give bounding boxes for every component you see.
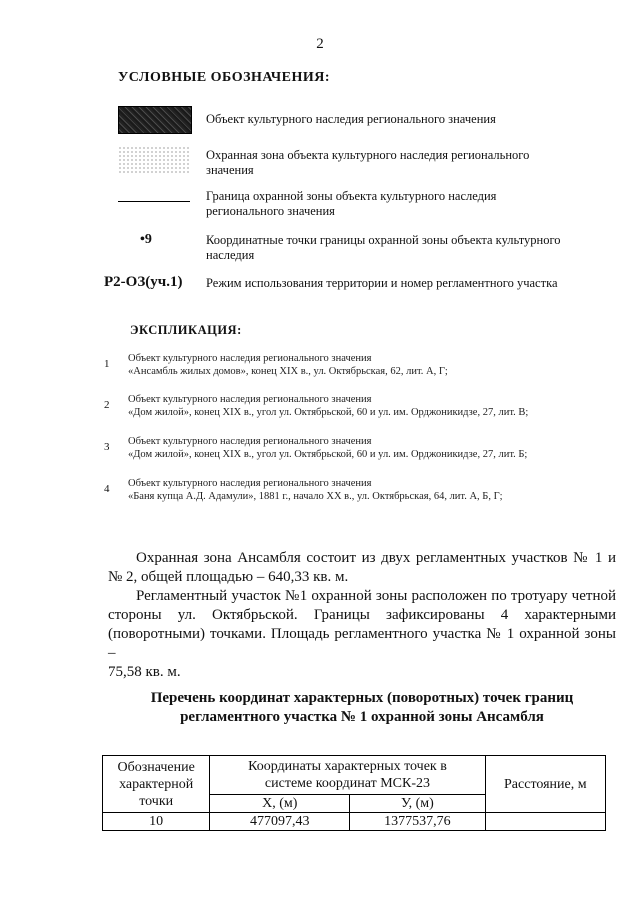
legend-text — [206, 189, 596, 219]
paragraph-line: 75,58 кв. м. — [108, 664, 181, 680]
explication-number: 3 — [104, 441, 110, 453]
header-line: Обозначение — [117, 759, 195, 775]
explication-line: Объект культурного наследия регионального значения — [128, 353, 372, 364]
legend-text — [206, 148, 596, 178]
body-paragraph-2 — [108, 587, 616, 682]
coordinates-header — [210, 756, 485, 795]
distance-cell — [485, 813, 605, 831]
legend-text-line: Координатные точки границы охранной зоны объекта культурного — [206, 233, 561, 247]
y-header: У, (м) — [350, 795, 486, 813]
heritage-object-symbol — [118, 106, 192, 134]
explication-number: 2 — [104, 399, 110, 411]
table-title — [108, 689, 616, 727]
table-header-row — [103, 756, 606, 795]
header-line: точки — [139, 793, 174, 809]
explication-heading: ЭКСПЛИКАЦИЯ: — [130, 323, 242, 337]
distance-header: Расстояние, м — [485, 756, 605, 813]
body-paragraph-1 — [108, 549, 616, 587]
explication-line: «Дом жилой», конец XIX в., угол ул. Октябрьской, 60 и ул. им. Орджоникидзе, 27, лит. Б; — [128, 449, 528, 460]
point-designation-header — [103, 756, 210, 813]
paragraph-line: № 2, общей площадью – 640,33 кв. м. — [108, 569, 349, 585]
paragraph-line: Регламентный участок №1 охранной зоны расположен по тротуару четной — [136, 588, 616, 604]
zone-boundary-line-symbol — [118, 201, 190, 202]
header-line: Координаты характерных точек в — [248, 759, 447, 774]
explication-line: «Дом жилой», конец XIX в., угол ул. Октябрьской, 60 и ул. им. Орджоникидзе, 27, лит. В; — [128, 407, 529, 418]
header-line: характерной — [119, 776, 194, 792]
coordinate-point-symbol: •9 — [140, 232, 152, 247]
explication-text — [128, 393, 528, 419]
legend-text-line: Охранная зона объекта культурного наследия регионального — [206, 148, 530, 162]
legend-text — [206, 276, 596, 291]
legend-text-line: Граница охранной зоны объекта культурного наследия — [206, 189, 497, 203]
protection-zone-symbol — [118, 146, 190, 174]
legend-text — [206, 233, 596, 263]
explication-line: «Баня купца А.Д. Адамули», 1881 г., начало XX в., ул. Октябрьская, 64, лит. А, Б, Г; — [128, 491, 503, 502]
explication-number: 4 — [104, 483, 110, 495]
legend-text-line: Объект культурного наследия регионального значения — [206, 112, 496, 126]
legend-heading: УСЛОВНЫЕ ОБОЗНАЧЕНИЯ: — [118, 70, 331, 85]
explication-line: Объект культурного наследия регионального значения — [128, 436, 372, 447]
legend-text — [206, 112, 596, 127]
x-cell: 477097,43 — [210, 813, 350, 831]
explication-number: 1 — [104, 358, 110, 370]
land-use-code-symbol: Р2-ОЗ(уч.1) — [104, 274, 183, 290]
coordinates-table — [102, 755, 606, 831]
explication-text — [128, 435, 527, 461]
explication-text — [128, 477, 503, 503]
paragraph-line: (поворотными) точками. Площадь регламентного участка № 1 охранной зоны – — [108, 626, 616, 661]
table-row — [103, 813, 606, 831]
x-header: X, (м) — [210, 795, 350, 813]
legend-text-line: наследия — [206, 248, 255, 262]
y-cell: 1377537,76 — [350, 813, 486, 831]
explication-text — [128, 352, 448, 378]
explication-line: «Ансамбль жилых домов», конец XIX в., ул. Октябрьская, 62, лит. А, Г; — [128, 366, 448, 377]
table-title-line: Перечень координат характерных (поворотных) точек границ — [150, 690, 574, 706]
header-line: системе координат МСК-23 — [264, 776, 431, 791]
paragraph-line: стороны ул. Октябрьской. Границы зафиксированы 4 характерными — [108, 607, 616, 623]
table-title-line: регламентного участка № 1 охранной зоны Ансамбля — [180, 709, 544, 725]
legend-text-line: регионального значения — [206, 204, 335, 218]
point-cell: 10 — [103, 813, 210, 831]
paragraph-line: Охранная зона Ансамбля состоит из двух регламентных участков № 1 и — [136, 550, 616, 566]
legend-text-line: значения — [206, 163, 254, 177]
page-number: 2 — [316, 36, 324, 52]
explication-line: Объект культурного наследия регионального значения — [128, 478, 372, 489]
legend-text-line: Режим использования территории и номер регламентного участка — [206, 276, 558, 290]
explication-line: Объект культурного наследия регионального значения — [128, 394, 372, 405]
